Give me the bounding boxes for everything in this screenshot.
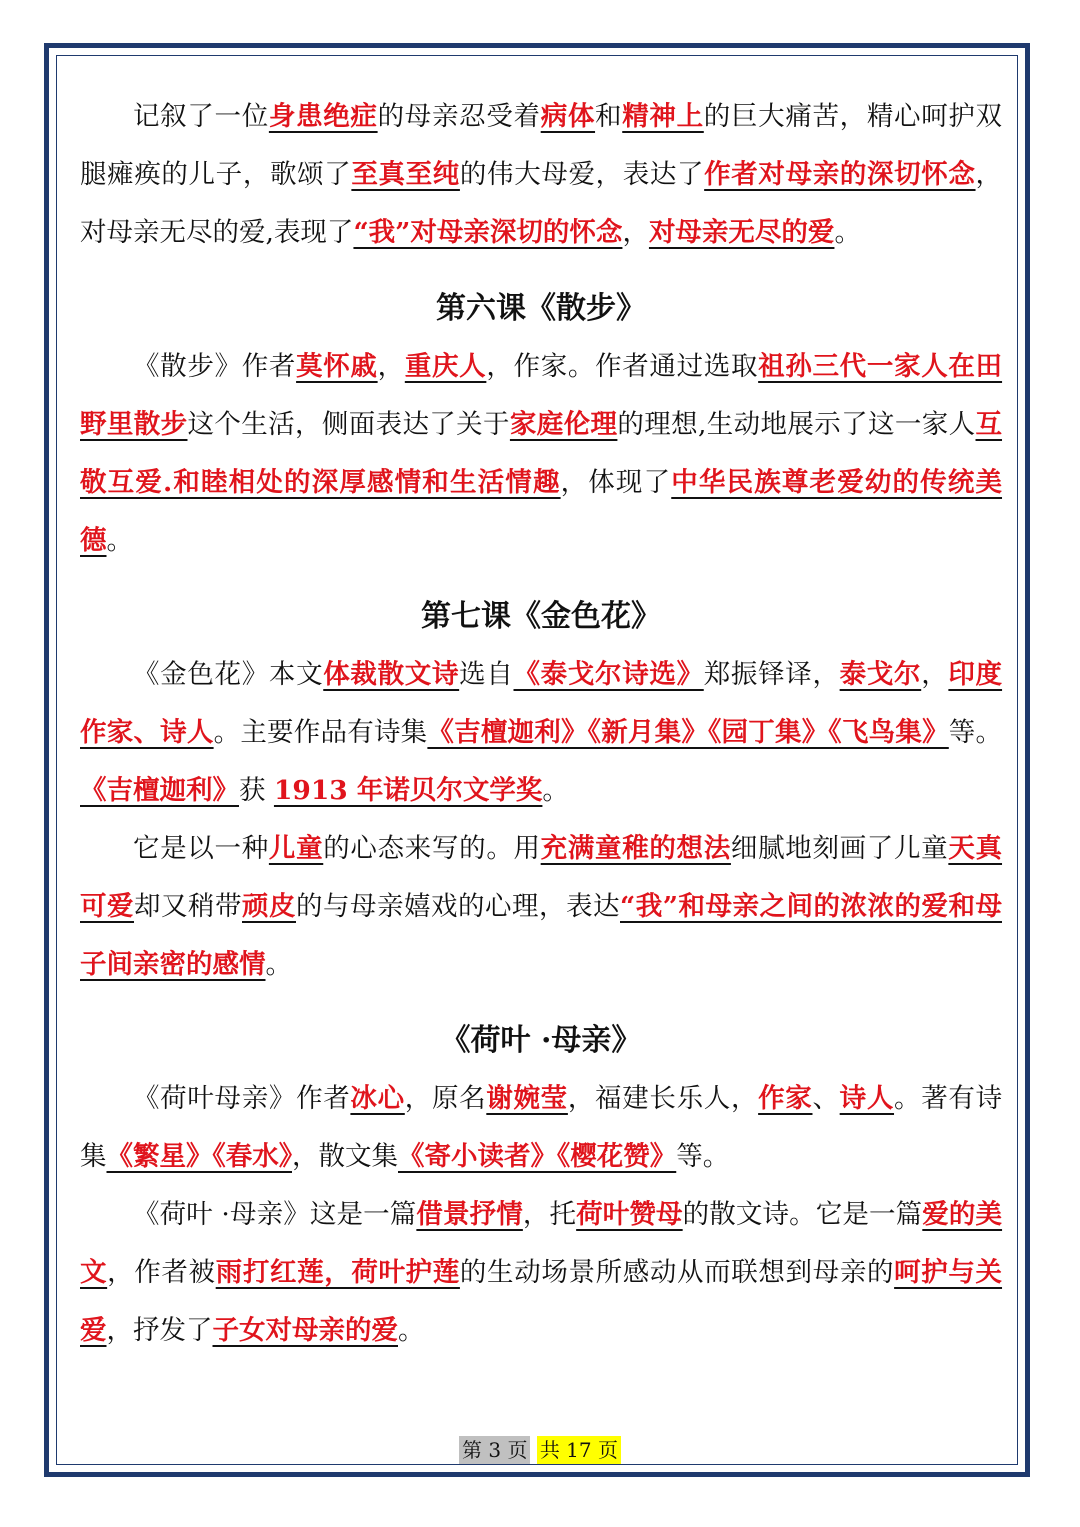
key-phrase: 泰戈尔 [839,659,922,690]
text: 。著有诗集 [80,1083,1003,1172]
paragraph-heye-author [80,1070,1002,1186]
key-phrase: 充满童稚的想法 [540,833,731,864]
key-phrase: 重庆人 [404,351,487,382]
section-title: 第七课《金色花》 [421,599,661,634]
key-phrase: 《泰戈尔诗选》 [513,659,704,690]
text: 的巨大痛苦，精心呵护双腿瘫痪的儿子，歌颂了 [80,101,1003,190]
text: 等。 [948,717,1003,748]
text: 。 [106,525,133,556]
paragraph-summary [80,88,1002,262]
text: 的散文诗。它是一篇 [682,1199,923,1230]
text: 的伟大母爱，表达了 [459,159,705,190]
text: 细腻地刻画了儿童 [730,833,949,864]
text: 记叙了一位 [133,101,269,132]
key-phrase: 子女对母亲的爱 [212,1315,398,1346]
text: 。 [398,1315,425,1346]
key-phrase: 作者对母亲的深切怀念 [704,159,976,190]
text: 郑振铎译， [703,659,840,690]
key-phrase: 祖孙三代一家人在田野里散步 [80,351,1003,440]
key-phrase: 作家 [758,1083,813,1114]
paragraph-heye-theme [80,1186,1002,1360]
key-phrase: 顽皮 [242,891,296,922]
key-phrase: 《吉檀迦利》 [80,775,239,806]
text: 的心态来写的。用 [323,833,541,864]
text: ，抒发了 [106,1315,213,1346]
key-phrase: 家庭伦理 [509,409,618,440]
key-phrase: 荷叶赞母 [576,1199,683,1230]
text: 、 [812,1083,840,1114]
key-phrase: 莫怀戚 [296,351,378,382]
key-phrase: 天真可爱 [80,833,1003,922]
key-phrase: 病体 [540,101,596,132]
text: 。 [265,949,292,980]
key-phrase: 中华民族尊老爱幼的传统美德 [80,467,1003,556]
text: 选自 [459,659,514,690]
key-phrase: 冰心 [350,1083,405,1114]
text: 的母亲忍受着 [377,101,541,132]
text: 等。 [676,1141,730,1172]
key-phrase: 诗人 [839,1083,895,1114]
text: 。主要作品有诗集 [213,717,428,748]
key-phrase: 儿童 [268,833,324,864]
key-phrase: 对母亲无尽的爱 [648,217,835,248]
text: ，体现了 [560,467,672,498]
key-phrase: 《繁星》《春水》 [106,1141,292,1172]
text: 和 [595,101,623,132]
text: ， [622,217,649,248]
text: 。 [542,775,569,806]
key-phrase: 谢婉莹 [486,1083,568,1114]
text: 的与母亲嬉戏的心理，表达 [296,891,620,922]
text: ，作者被 [107,1257,216,1288]
key-phrase: 《吉檀迦利》《新月集》《园丁集》《飞鸟集》 [427,717,949,748]
paragraph-jinsehua-theme [80,820,1002,994]
text: 的生动场景所感动从而联想到母亲的 [459,1257,895,1288]
document-content [80,88,1002,1360]
text: ，散文集 [292,1141,398,1172]
text: 获 [239,775,274,806]
section-title: 第六课《散步》 [436,291,646,326]
text: ， [921,659,949,690]
paragraph-sanbu [80,338,1002,570]
text: 它是以一种 [133,833,269,864]
key-phrase: 呵护与关爱 [80,1257,1003,1346]
key-phrase: 体裁散文诗 [323,659,460,690]
key-phrase: “我”和母亲之间的浓浓的爱和母子间亲密的感情 [80,891,1002,980]
text: 。 [834,217,861,248]
text: 的理想,生动地展示了这一家人 [617,409,976,440]
text: ，托 [522,1199,577,1230]
text: ，作家。作者通过选取 [486,351,759,382]
key-phrase: 精神上 [622,101,704,132]
text: 《荷叶母亲》作者 [133,1083,351,1114]
text: 《散步》作者 [133,351,297,382]
text: 这个生活，侧面表达了关于 [187,409,510,440]
key-phrase: 1913 年诺贝尔文学奖 [273,775,543,806]
page-total: 共 17 页 [537,1436,621,1464]
text: ， [377,351,405,382]
key-phrase: 雨打红莲，荷叶护莲 [215,1257,460,1288]
page-footer [0,1436,1080,1464]
page-number: 第 3 页 [459,1436,530,1464]
key-phrase: 《寄小读者》《樱花赞》 [398,1141,677,1172]
key-phrase: 印度作家、诗人 [80,659,1003,748]
text: ，福建长乐人， [567,1083,759,1114]
text: ，原名 [404,1083,487,1114]
text: ，对母亲无尽的爱,表现了 [80,159,1003,248]
text: 《金色花》本文 [133,659,324,690]
paragraph-jinsehua-intro [80,646,1002,820]
section-title: 《荷叶 ·母亲》 [440,1023,642,1058]
key-phrase: 身患绝症 [268,101,378,132]
key-phrase: 借景抒情 [416,1199,523,1230]
text: 却又稍带 [134,891,242,922]
key-phrase: 爱的美文 [80,1199,1003,1288]
key-phrase: “我”对母亲深切的怀念 [353,217,623,248]
text: 《荷叶 ·母亲》这是一篇 [133,1199,417,1230]
key-phrase: 至真至纯 [351,159,460,190]
key-phrase: 互敬互爱.和睦相处的深厚感情和生活情趣 [80,409,1003,498]
